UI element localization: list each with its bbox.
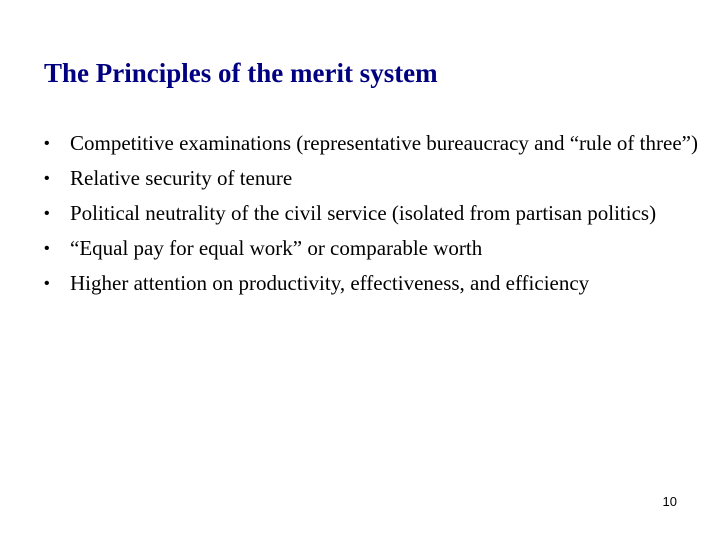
bullet-text: “Equal pay for equal work” or comparable worth bbox=[70, 236, 483, 260]
bullet-marker: • bbox=[44, 135, 50, 152]
bullet-marker: • bbox=[44, 275, 50, 292]
bullet-item bbox=[44, 165, 704, 192]
bullet-text: Higher attention on productivity, effectiveness, and efficiency bbox=[70, 271, 590, 295]
bullet-text: Relative security of tenure bbox=[70, 166, 293, 190]
bullet-text: Political neutrality of the civil service (isolated from partisan politics) bbox=[70, 201, 657, 225]
bullet-item bbox=[44, 200, 704, 227]
bullet-marker: • bbox=[44, 205, 50, 222]
page-number: 10 bbox=[662, 494, 677, 509]
slide-title: The Principles of the merit system bbox=[44, 58, 438, 88]
bullet-item bbox=[44, 130, 704, 157]
bullet-list bbox=[44, 130, 704, 305]
bullet-marker: • bbox=[44, 170, 50, 187]
bullet-item bbox=[44, 235, 704, 262]
bullet-marker: • bbox=[44, 240, 50, 257]
bullet-item bbox=[44, 270, 704, 297]
bullet-text: Competitive examinations (representative bureaucracy and “rule of three”) bbox=[70, 131, 698, 155]
